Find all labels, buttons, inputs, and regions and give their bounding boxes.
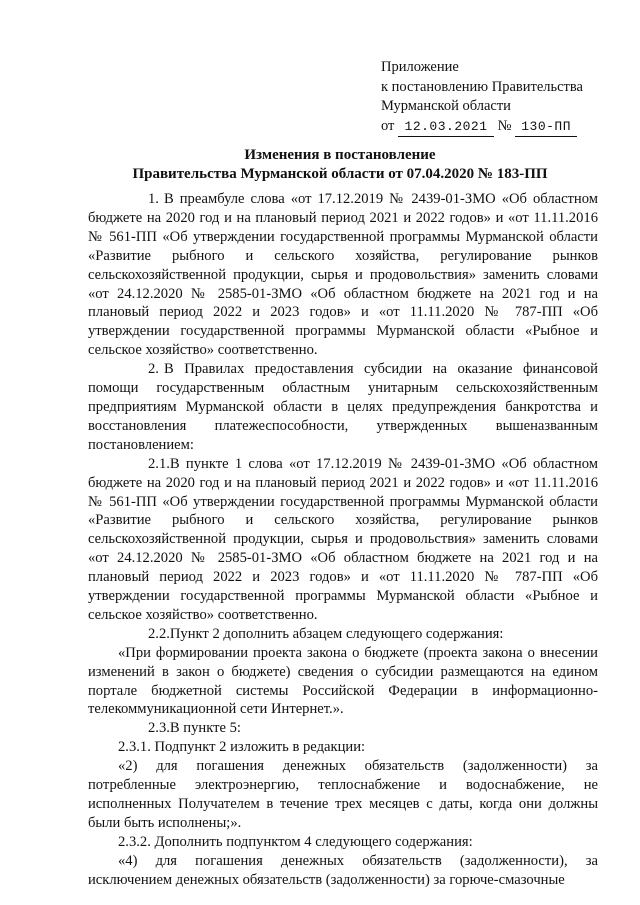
paragraph-2-1-number: 2.1. [148,455,170,472]
paragraph-2-2-text: Пункт 2 дополнить абзацем следующего содержания: [169,625,504,642]
paragraph-2-3 [88,719,598,738]
paragraph-2-1 [88,455,598,625]
quote-3: «4) для погашения денежных обязательств (задолженности), за исключением денежных обязательств (задолженности) за горюче-смазочные [88,852,598,888]
paragraph-2-3-number: 2.3. [148,720,170,737]
appendix-block [381,58,583,137]
paragraph-2-number: 2. [148,361,159,378]
paragraph-1 [88,190,598,360]
resolution-date: 12.03.2021 [398,117,494,138]
document-body [88,190,598,890]
from-label: от [381,117,395,134]
quote-2: «2) для погашения денежных обязательств (задолженности) за потребленные электроэнергию, теплоснабжение и водоснабжение, не исполненных Получателем в течение трех месяцев с даты, когда они должны были быть исполнены;». [88,758,598,831]
title-line-2: Правительства Мурманской области от 07.04.2020 № 183-ПП [132,166,548,182]
paragraph-2-3-2: 2.3.2. Дополнить подпунктом 4 следующего содержания: [118,833,473,850]
paragraph-2-1-text: В пункте 1 слова «от 17.12.2019 № 2439-01-ЗМО «Об областном бюджете на 2020 год и на плановый период 2021 и 2022 годов» и «от 11.11.2016 № 561-ПП «Об утверждении государственной программы Мурманской области «Развитие рыбного и сельского хозяйства, регулирование рынков сельскохозяйственной продукции, сырья и продовольствия» заменить словами «от 24.12.2020 № 2585-01-ЗМО «Об областном бюджете на 2021 год и на плановый период 2022 и 2023 годов» и «от 11.11.2020 № 787-ПП «Об утверждении государственной программы Мурманской области «Рыбное и сельское хозяйство» соответственно. [88,455,598,623]
quote-1: «При формировании проекта закона о бюджете (проекта закона о внесении изменений в закон о бюджете) сведения о субсидии размещаются на едином портале бюджетной системы Российской Федерации в информационно-телекоммуникационной сети Интернет.». [88,644,598,718]
appendix-line-3: Мурманской области [381,98,511,114]
paragraph-2-3-1: 2.3.1. Подпункт 2 изложить в редакции: [118,739,366,756]
appendix-line-4 [381,117,583,138]
resolution-number: 130-ПП [515,117,577,138]
paragraph-2-2-number: 2.2. [148,625,170,642]
paragraph-1-text: В преамбуле слова «от 17.12.2019 № 2439-01-ЗМО «Об областном бюджете на 2020 год и на плановый период 2021 и 2022 годов» и «от 11.11.2016 № 561-ПП «Об утверждении государственной программы Мурманской области «Развитие рыбного и сельского хозяйства, регулирование рынков сельскохозяйственной продукции, сырья и продовольствия» заменить словами «от 24.12.2020 № 2585-01-ЗМО «Об областном бюджете на 2021 год и на плановый период 2022 и 2023 годов» и «от 11.11.2020 № 787-ПП «Об утверждении государственной программы Мурманской области «Рыбное и сельское хозяйство» соответственно. [88,191,598,359]
paragraph-1-number: 1. [148,191,159,207]
appendix-line-2: к постановлению Правительства [381,78,583,95]
appendix-line-1: Приложение [381,59,459,75]
paragraph-2-text: В Правилах предоставления субсидии на оказание финансовой помощи государственным областным унитарным сельскохозяйственным предприятиям Мурманской области в целях предупреждения банкротства и восстановления платежеспособности, утвержденных вышеназванным постановлением: [88,361,598,453]
document-title [60,146,620,184]
number-label: № [497,117,512,134]
paragraph-2-2 [88,625,598,644]
title-line-1: Изменения в постановление [244,147,436,163]
paragraph-2 [88,360,598,455]
paragraph-2-3-text: В пункте 5: [169,720,241,737]
